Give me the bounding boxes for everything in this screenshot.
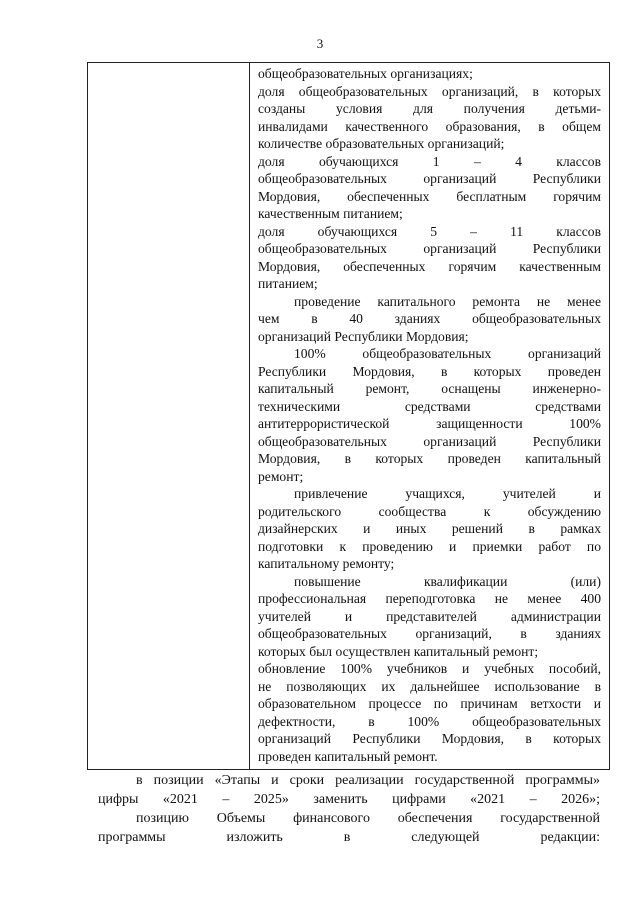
table-text-line: Мордовия, обеспеченных горячим качественным [258, 258, 601, 274]
table-text-line: образовательном процессе по причинам ветхости и [258, 696, 601, 711]
page-number: 3 [316, 36, 324, 51]
table-text-line: дизайнерских и иных решений в рамках [258, 521, 601, 536]
table-text-line: инвалидами качественного образования, в общем [258, 118, 601, 134]
table-text-line: капитальный ремонт, оснащены инженерно- [258, 381, 601, 396]
table-text-line: проведение капитального ремонта не менее [294, 293, 601, 309]
amendment-line: цифры «2021 – 2025» заменить цифрами «2021 – 2026»; [98, 792, 600, 807]
table-text-line: организаций Республики Мордовия, в которых [258, 731, 601, 746]
table-text-line: подготовки к проведению и приемки работ по [258, 538, 601, 554]
table-text-line: доля обучающихся 5 – 11 классов [258, 223, 601, 239]
table-cell-left [88, 63, 250, 770]
table-text-line: профессиональная переподготовка не менее 400 [258, 591, 601, 606]
table-text-line: повышение квалификации (или) [294, 573, 601, 589]
table-row [88, 63, 610, 770]
table-text-line: которых был осуществлен капитальный ремонт; [258, 643, 539, 659]
table-text-line: общеобразовательных организаций Республики [258, 171, 601, 186]
table-text-line: доля обучающихся 1 – 4 классов [258, 153, 601, 169]
amendment-line: позицию Объемы финансового обеспечения государственной [136, 811, 600, 826]
table-text-line: привлечение учащихся, учителей и [294, 486, 601, 501]
table-text-line: 100% общеобразовательных организаций [294, 346, 601, 361]
table-text-line: доля общеобразовательных организаций, в которых [258, 83, 601, 99]
table-text-line: учителей и представителей администрации [258, 608, 601, 624]
table-cell-right [250, 63, 610, 770]
table-text-line: Мордовия, в которых проведен капитальный [258, 451, 601, 466]
table-text-line: Республики Мордовия, в которых проведен [258, 363, 601, 379]
table-text-line: капитальному ремонту; [258, 556, 395, 571]
table-text-line: чем в 40 зданиях общеобразовательных [258, 311, 601, 326]
table-text-line: организаций Республики Мордовия; [258, 328, 469, 344]
table-text-line: Мордовия, обеспеченных бесплатным горячим [258, 188, 601, 204]
amendment-line: в позиции «Этапы и сроки реализации государственной программы» [136, 773, 600, 788]
table-text-line: общеобразовательных организаций Республики [258, 241, 601, 256]
table-text-line: количестве образовательных организаций; [258, 136, 505, 151]
amendment-text [98, 771, 600, 847]
program-table [87, 62, 610, 770]
table-text-line: ремонт; [258, 468, 304, 484]
table-text-line: созданы условия для получения детьми- [258, 101, 601, 116]
table-text-line: общеобразовательных организаций Республики [258, 433, 601, 449]
table-text-line: не позволяющих их дальнейшее использование в [258, 678, 601, 694]
table-text-line: питанием; [258, 276, 318, 291]
table-text-line: проведен капитальный ремонт. [258, 748, 438, 764]
table-text-line: антитеррористической защищенности 100% [258, 416, 601, 431]
table-text-line: обновление 100% учебников и учебных пособий, [258, 661, 601, 676]
table-text-line: техническими средствами средствами [258, 398, 601, 414]
table-text-line: качественным питанием; [258, 206, 403, 221]
table-text-line: родительского сообщества к обсуждению [258, 503, 601, 519]
amendment-line: программы изложить в следующей редакции: [98, 830, 600, 845]
table-text-line: общеобразовательных организациях; [258, 66, 473, 81]
table-text-line: дефектности, в 100% общеобразовательных [258, 713, 601, 729]
table-text-line: общеобразовательных организаций, в зданиях [258, 626, 601, 641]
